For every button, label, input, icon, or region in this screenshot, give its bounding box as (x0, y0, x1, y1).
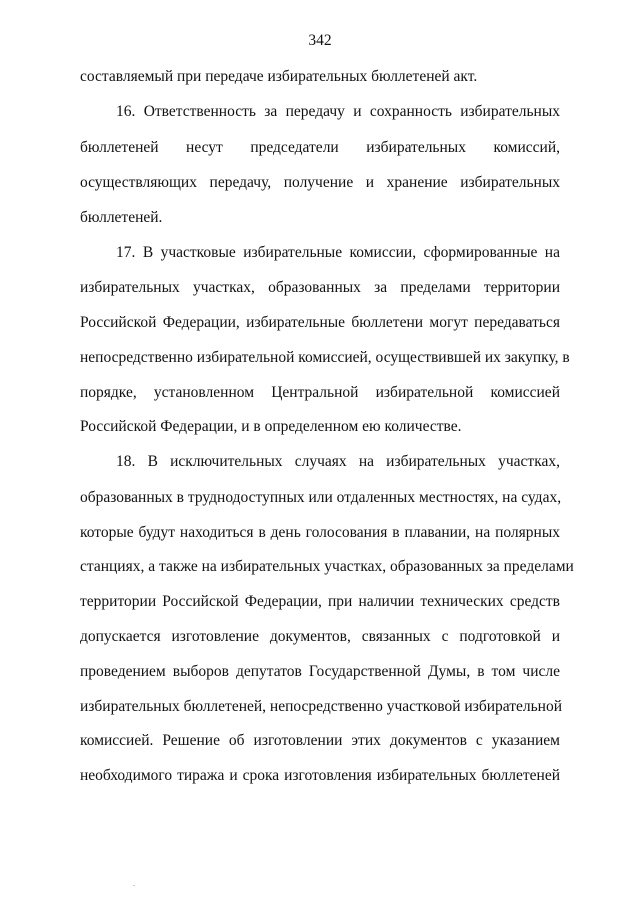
text-line: комиссией. Решение об изготовлении этих документов с указанием (80, 732, 560, 749)
text-line: составляемый при передаче избирательных бюллетеней акт. (80, 68, 478, 85)
text-line: необходимого тиража и срока изготовления избирательных бюллетеней (80, 767, 560, 784)
text-line: образованных в труднодоступных или отдаленных местностях, на судах, (80, 489, 562, 506)
text-line: избирательных бюллетеней, непосредственно участковой избирательной (80, 698, 563, 715)
text-line: Российской Федерации, избирательные бюллетени могут передаваться (80, 314, 560, 331)
text-line: порядке, установленном Центральной избирательной комиссией (80, 384, 560, 401)
text-line: осуществляющих передачу, получение и хранение избирательных (80, 174, 560, 191)
text-line: проведением выборов депутатов Государственной Думы, в том числе (80, 663, 560, 680)
scan-artifact (133, 885, 135, 886)
text-line: бюллетеней несут председатели избирательных комиссий, (80, 139, 560, 156)
text-line: избирательных участках, образованных за пределами территории (80, 279, 560, 296)
text-line: Российской Федерации, и в определенном ею количестве. (80, 418, 462, 435)
text-line: которые будут находиться в день голосования в плавании, на полярных (80, 524, 560, 541)
text-line: допускается изготовление документов, связанных с подготовкой и (80, 628, 560, 645)
text-line: 18. В исключительных случаях на избирательных участках, (116, 453, 560, 470)
text-line: 17. В участковые избирательные комиссии, сформированные на (116, 244, 560, 261)
text-line: территории Российской Федерации, при наличии технических средств (80, 593, 560, 610)
text-line: станциях, а также на избирательных участках, образованных за пределами (80, 558, 574, 575)
text-line: непосредственно избирательной комиссией, осуществившей их закупку, в (80, 349, 570, 366)
text-line: бюллетеней. (80, 209, 163, 226)
page-number: 342 (308, 32, 332, 49)
text-line: 16. Ответственность за передачу и сохранность избирательных (116, 103, 560, 120)
